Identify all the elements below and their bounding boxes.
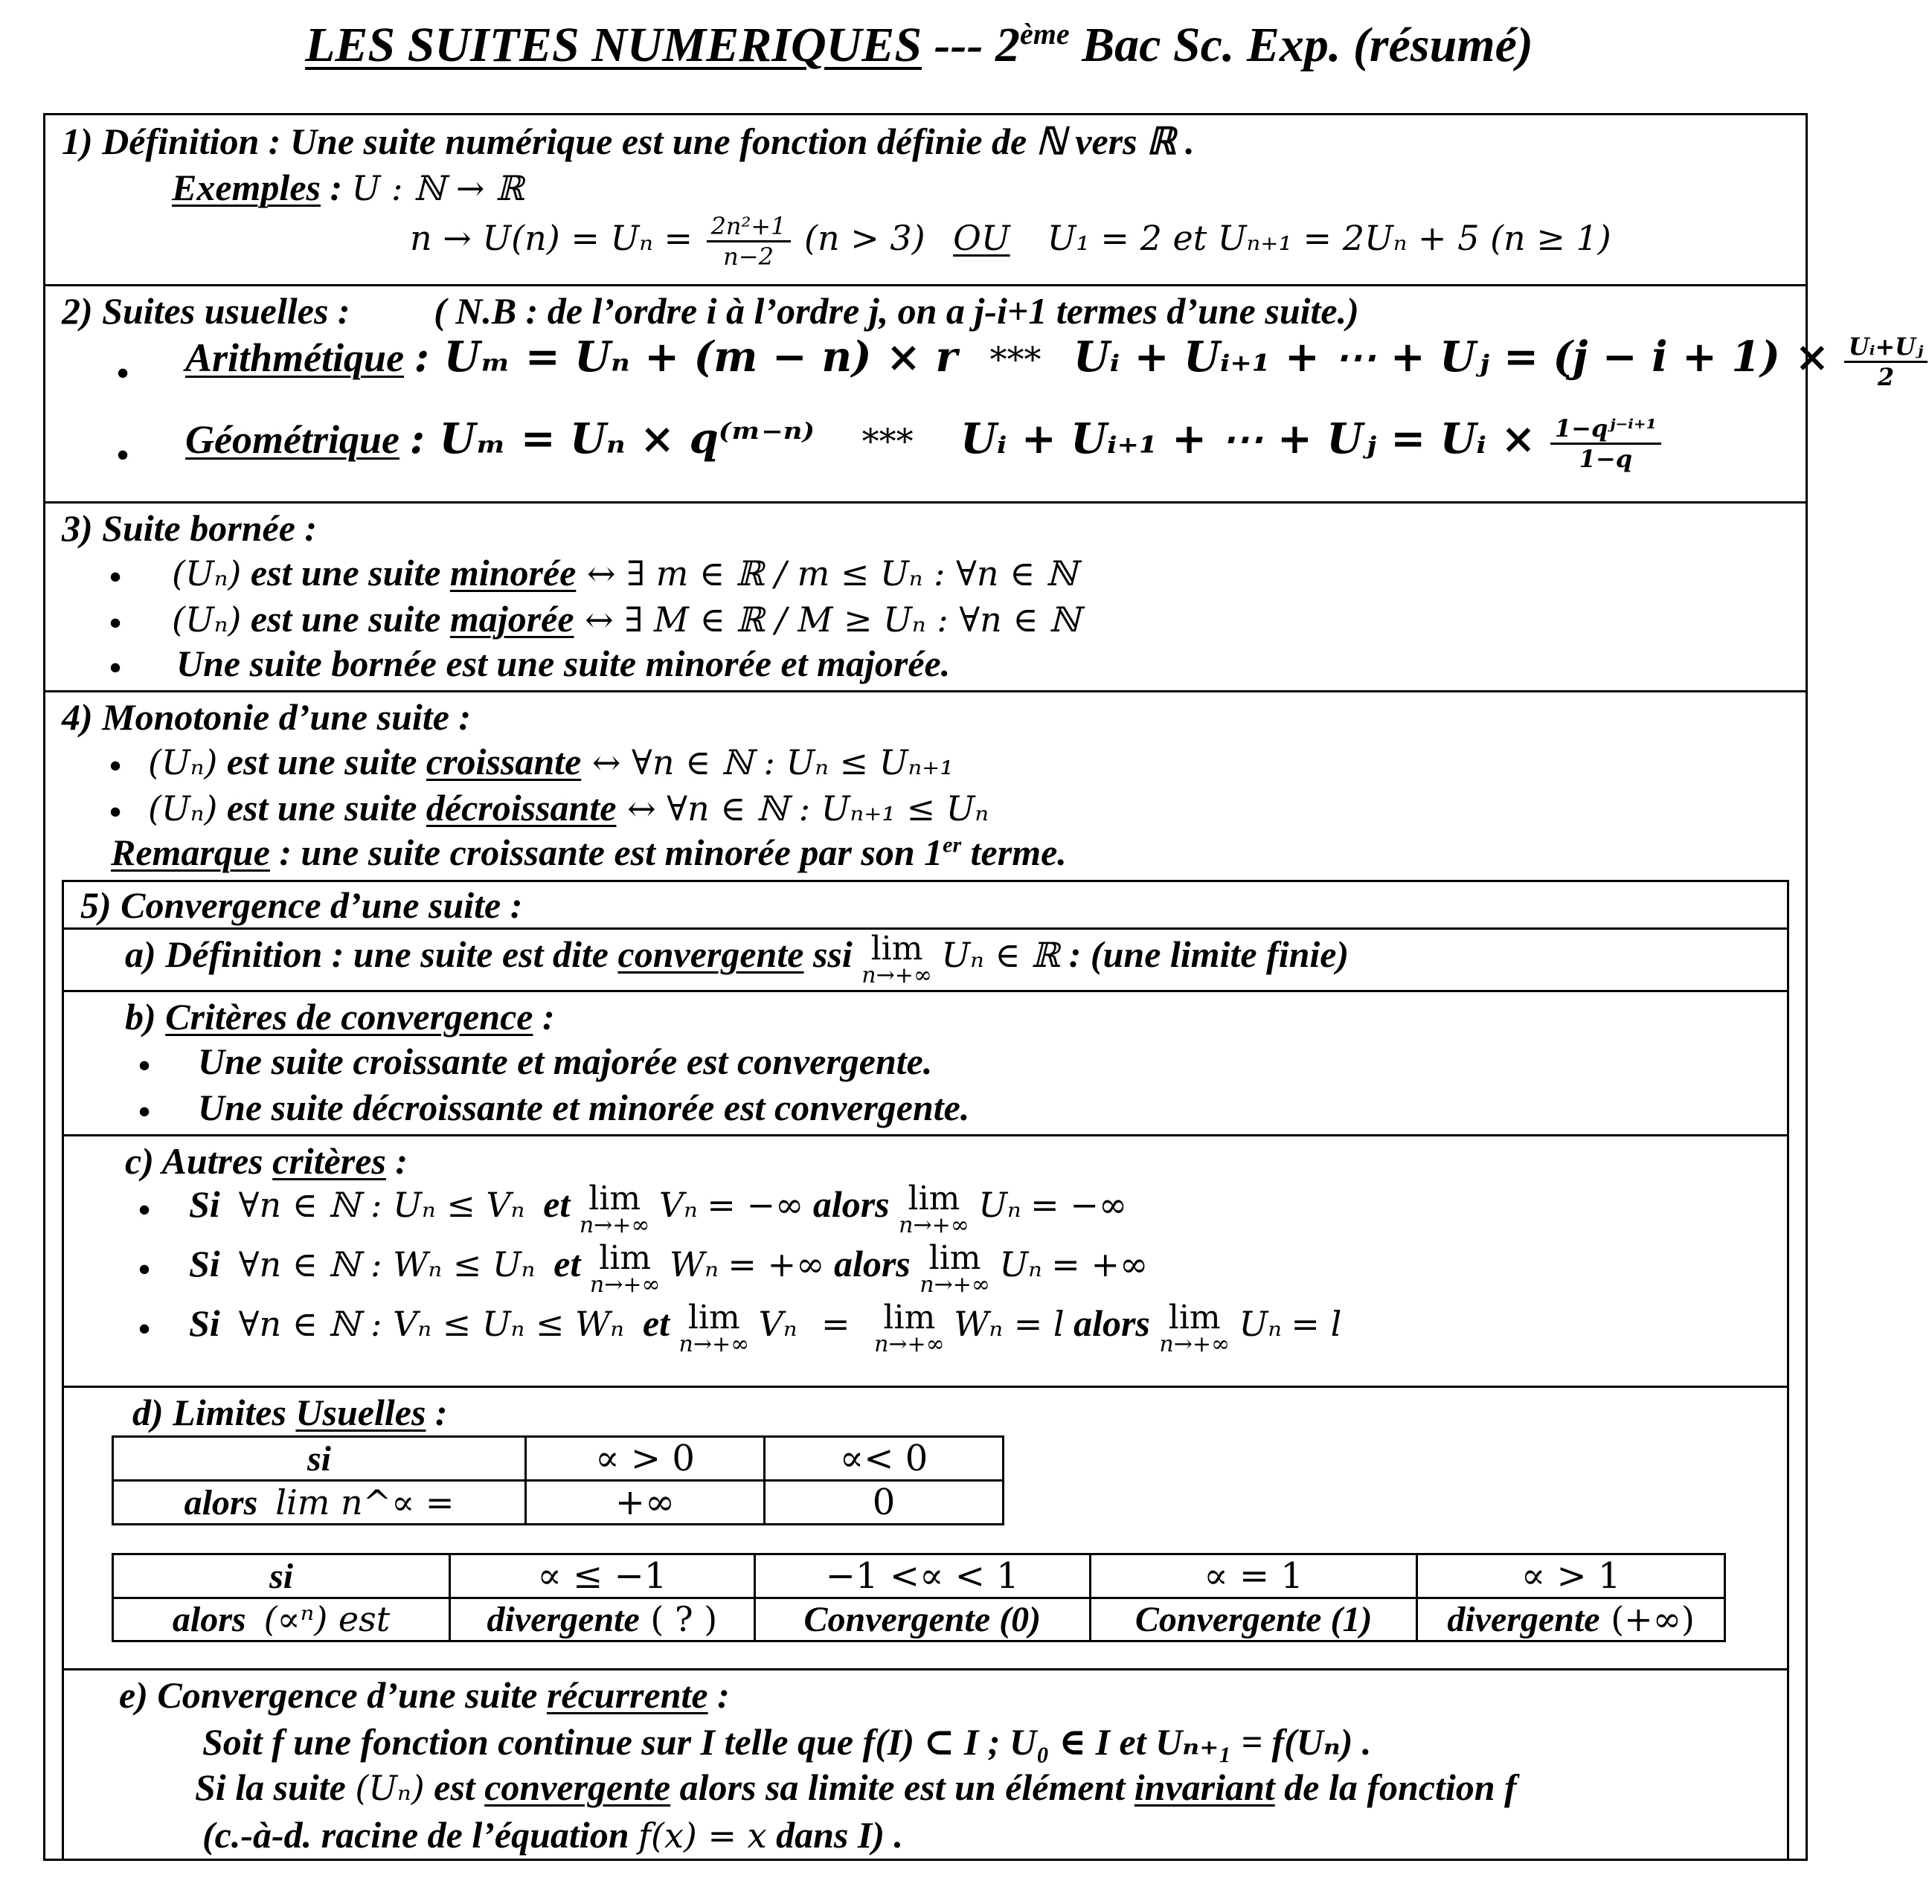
s3-b1-text: est une suite (241, 552, 450, 594)
conv-recurrent (64, 1670, 1787, 1862)
remark-label: Remarque (111, 832, 270, 873)
bullet-decroissante: • (109, 793, 122, 831)
bullet-croissante: • (109, 747, 122, 785)
geo-fraction-den: 1−q (1579, 445, 1633, 474)
t1-r2: 0 (765, 1481, 1004, 1525)
c2-lim2-sub: n→+∞ (920, 1272, 990, 1298)
c2-lim-text: lim (599, 1239, 652, 1277)
c1-lim-text: lim (588, 1180, 641, 1218)
title-main: LES SUITES NUMERIQUES (305, 18, 922, 72)
t2-r4-word: divergente (1447, 1600, 1600, 1639)
conv-b-colon: : (533, 996, 555, 1038)
example-fraction-num: 2n²+1 (707, 212, 791, 242)
c3-lim3-text: lim (1168, 1299, 1221, 1337)
s4-b1-math: ↔ ∀n ∈ ℕ : Uₙ ≤ Uₙ₊₁ (581, 742, 954, 782)
c1-et: et (543, 1183, 571, 1225)
conv-e-word: récurrente (546, 1674, 708, 1716)
table-row (113, 1598, 1725, 1641)
t1-h1: ∝ > 0 (526, 1437, 765, 1481)
t2-r4-note: (+∞) (1599, 1599, 1695, 1639)
conv-a-ssi: ssi (803, 933, 862, 975)
conv-usual-limits (64, 1388, 1787, 1670)
c2-cond: ∀n ∈ ℕ : Wₙ ≤ Uₙ (238, 1244, 536, 1284)
example-map-1: U : ℕ → ℝ (351, 168, 524, 208)
geo-label: Géométrique (185, 417, 399, 462)
s4-b1-text: est une suite (217, 741, 426, 782)
c3-res: = l (1291, 1304, 1342, 1344)
c2-et: et (553, 1243, 581, 1284)
arith-fraction-num: Uᵢ+Uⱼ (1844, 332, 1928, 363)
conv-e2-u: (Uₙ) (355, 1768, 425, 1808)
conv-e3-pre: (c.-à-d. racine de l’équation (202, 1814, 639, 1856)
s3-b1-math: ↔ ∃ m ∈ ℝ / m ≤ Uₙ : ∀n ∈ ℕ (576, 553, 1077, 594)
conv-a-math: Uₙ ∈ ℝ (941, 935, 1060, 975)
c2-lim-sub: n→+∞ (589, 1272, 661, 1298)
c3-lim2-sub: n→+∞ (874, 1331, 945, 1357)
c1-v: Vₙ (658, 1185, 698, 1225)
t2-h2: −1 <∝ < 1 (754, 1554, 1090, 1598)
c2-u: Uₙ (999, 1244, 1042, 1284)
bullet-crit-2: • (138, 1093, 151, 1130)
section-usual-sequences (45, 286, 1924, 504)
s5-heading: 5) Convergence d’une suite : (80, 884, 523, 926)
geo-stars: *** (861, 421, 914, 461)
conv-c-pre: c) Autres (125, 1140, 273, 1182)
t1-h2: ∝< 0 (765, 1437, 1004, 1481)
conv-c-word: critères (272, 1140, 386, 1182)
conv-d-pre: d) Limites (132, 1392, 296, 1433)
title-rest: Bac Sc. Exp. (résumé) (1069, 18, 1533, 72)
s3-b2-pre: (Uₙ) (172, 599, 242, 640)
s3-b2-text: est une suite (241, 598, 450, 640)
t1-r0 (113, 1481, 526, 1525)
conv-e1: Soit f une fonction continue sur I telle que f(I) ⊂ I ; U₀ ∈ I et Uₙ₊₁ = f(Uₙ) . (202, 1721, 1372, 1763)
conv-e2-mid2: alors sa limite est un élément (670, 1766, 1135, 1808)
c3-u: Uₙ (1239, 1304, 1282, 1344)
conv-e2-word: convergente (484, 1766, 671, 1808)
t2-r1-word: divergente (487, 1600, 640, 1639)
arith-sum: Uᵢ + Uᵢ₊₁ + ⋯ + Uⱼ = (j − i + 1) × (1073, 332, 1830, 382)
example-fraction (707, 212, 791, 271)
conv-b2: Une suite décroissante et minorée est convergente. (198, 1087, 970, 1128)
examples-colon: : (320, 167, 343, 208)
example-condition: (n > 3) (804, 217, 925, 258)
t1-r1: +∞ (526, 1481, 765, 1525)
conv-e3-end: dans I) . (766, 1814, 903, 1856)
s4-b2-word: décroissante (426, 787, 617, 829)
arith-formula: : Uₘ = Uₙ + (m − n) × r (414, 332, 957, 382)
s4-b2-pre: (Uₙ) (148, 788, 218, 829)
s4-b1-word: croissante (426, 741, 582, 782)
s4-b1-pre: (Uₙ) (148, 742, 218, 782)
c1-res: = −∞ (1030, 1185, 1128, 1225)
t2-r0 (113, 1598, 450, 1641)
t2-r4 (1417, 1598, 1725, 1641)
s3-heading: 3) Suite bornée : (62, 507, 318, 549)
conv-a-lim-text: lim (870, 930, 923, 968)
section-monotony (45, 692, 1806, 880)
conv-d-colon: : (426, 1392, 448, 1433)
c3-si: Si (189, 1302, 220, 1344)
examples-label: Exemples (172, 167, 321, 208)
t2-r0-label: alors (172, 1600, 246, 1639)
c3-lim (678, 1299, 750, 1357)
c3-lim-2 (874, 1299, 945, 1357)
conv-criteria (64, 992, 1787, 1136)
c1-lim-sub: n→+∞ (579, 1212, 650, 1238)
c3-et: et (642, 1302, 670, 1344)
bullet-other-2: • (138, 1250, 151, 1288)
c2-lim (589, 1239, 661, 1298)
s2-heading: 2) Suites usuelles : (62, 290, 350, 332)
c3-w: Wₙ = l (954, 1304, 1065, 1344)
conv-a-pre: a) Définition : une suite est dite (125, 933, 618, 975)
remark-sup: er (943, 832, 962, 858)
t2-h3: ∝ = 1 (1090, 1554, 1416, 1598)
conv-b-pre: b) (125, 996, 166, 1038)
c3-alors: alors (1073, 1302, 1150, 1344)
c2-lim-2 (920, 1239, 990, 1298)
bullet-bornee: • (109, 649, 122, 686)
c1-eq: = −∞ (707, 1185, 804, 1225)
section-bounded (45, 504, 1806, 692)
conv-a-lim-sub: n→+∞ (861, 962, 932, 988)
limits-table-geometric (112, 1553, 1726, 1642)
c2-si: Si (189, 1243, 220, 1284)
c1-cond: ∀n ∈ ℕ : Uₙ ≤ Vₙ (238, 1185, 525, 1225)
page-title (0, 16, 1838, 74)
conv-b1: Une suite croissante et majorée est convergente. (198, 1041, 933, 1082)
s3-b2-math: ↔ ∃ M ∈ ℝ / M ≥ Uₙ : ∀n ∈ ℕ (574, 599, 1081, 640)
arith-fraction (1844, 332, 1928, 391)
conv-a-word: convergente (617, 933, 804, 975)
bullet-other-3: • (138, 1310, 151, 1348)
conv-d-word: Usuelles (295, 1392, 426, 1433)
example-ou: OU (953, 217, 1010, 258)
remark-text: : une suite croissante est minorée par son 1 (269, 832, 943, 873)
c1-lim (579, 1180, 650, 1238)
t2-r1-note: ( ? ) (639, 1599, 718, 1639)
t2-h0: si (113, 1554, 450, 1598)
s3-b1-pre: (Uₙ) (172, 553, 242, 594)
table-row (113, 1554, 1725, 1598)
s3-b3: Une suite bornée est une suite minorée et majorée. (176, 643, 951, 684)
conv-b-word: Critères de convergence (165, 996, 533, 1038)
s1-heading: 1) Définition : (62, 120, 281, 162)
s3-b1-word: minorée (449, 552, 577, 594)
bullet-crit-1: • (138, 1046, 151, 1084)
c2-res: = +∞ (1051, 1244, 1149, 1284)
c1-lim2-text: lim (908, 1180, 960, 1218)
c3-lim2-text: lim (883, 1299, 936, 1337)
conv-other-criteria (64, 1136, 1787, 1388)
example-recurrence: U₁ = 2 et Uₙ₊₁ = 2Uₙ + 5 (n ≥ 1) (1047, 217, 1611, 258)
c2-eq: = +∞ (728, 1244, 825, 1284)
conv-e2-end: de la fonction f (1274, 1766, 1517, 1808)
s4-heading: 4) Monotonie d’une suite : (62, 696, 472, 738)
title-level-sup: ème (1019, 17, 1070, 51)
arith-label: Arithmétique (185, 335, 405, 380)
s1-text: Une suite numérique est une fonction définie de ℕ vers ℝ . (289, 120, 1195, 162)
geo-sum: Uᵢ + Uᵢ₊₁ + ⋯ + Uⱼ = Uᵢ × (960, 414, 1536, 463)
bullet-arith: • (117, 354, 129, 392)
limits-table-power (112, 1435, 1004, 1525)
conv-e-colon: : (707, 1674, 730, 1716)
s4-b2-math: ↔ ∀n ∈ ℕ : Uₙ₊₁ ≤ Uₙ (616, 788, 989, 829)
remark-end: terme. (961, 832, 1067, 873)
c3-lim-sub: n→+∞ (678, 1331, 750, 1357)
geo-fraction-num: 1−qʲ⁻ⁱ⁺¹ (1550, 414, 1661, 445)
t2-h4: ∝ > 1 (1417, 1554, 1725, 1598)
arith-stars: *** (989, 339, 1042, 379)
geo-formula: : Uₘ = Uₙ × q⁽ᵐ⁻ⁿ⁾ (409, 414, 815, 463)
conv-heading-row (64, 882, 1787, 930)
conv-c-colon: : (385, 1140, 408, 1182)
conv-e2-word2: invariant (1134, 1766, 1275, 1808)
bullet-minoree: • (109, 558, 122, 596)
c3-cond: ∀n ∈ ℕ : Vₙ ≤ Uₙ ≤ Wₙ (238, 1304, 624, 1344)
t1-h0: si (113, 1437, 526, 1481)
c3-lim-text: lim (687, 1299, 740, 1337)
table-row (113, 1437, 1004, 1481)
bullet-other-1: • (138, 1191, 151, 1229)
t2-h1: ∝ ≤ −1 (450, 1554, 755, 1598)
bullet-geo: • (117, 436, 129, 474)
c2-alors: alors (833, 1243, 911, 1284)
conv-definition (64, 930, 1787, 992)
c3-eq: = (821, 1304, 850, 1344)
t2-r2: Convergente (0) (754, 1598, 1090, 1641)
t2-r1 (450, 1598, 755, 1641)
t1-r0-label: alors (184, 1482, 258, 1522)
conv-a-end: : (une limite finie) (1059, 933, 1349, 975)
section-definition (45, 115, 1806, 286)
s2-nb: ( N.B : de l’ordre i à l’ordre j, on a j-i+1 termes d’une suite.) (434, 290, 1359, 332)
example-map-2: n → U(n) = Uₙ = (410, 217, 693, 258)
bullet-majoree: • (109, 604, 122, 642)
table-row (113, 1481, 1004, 1525)
conv-a-lim (861, 930, 932, 988)
conv-e-pre: e) Convergence d’une suite (119, 1674, 547, 1716)
t2-r0-math: (∝ⁿ) est (263, 1599, 391, 1639)
c3-lim3-sub: n→+∞ (1159, 1331, 1230, 1357)
c2-lim2-text: lim (928, 1239, 981, 1277)
c2-v: Wₙ (669, 1244, 719, 1284)
s3-b2-word: majorée (449, 598, 574, 640)
section-convergence (62, 880, 1789, 1860)
example-fraction-den: n−2 (723, 242, 774, 271)
c1-lim2-sub: n→+∞ (899, 1212, 969, 1238)
conv-e2-mid: est (424, 1766, 485, 1808)
summary-frame (43, 113, 1924, 1861)
c1-lim-2 (899, 1180, 969, 1238)
t2-r3: Convergente (1) (1090, 1598, 1416, 1641)
arith-fraction-den: 2 (1877, 363, 1895, 392)
title-level: 2 (995, 18, 1020, 72)
conv-e2-pre: Si la suite (195, 1766, 356, 1808)
c1-si: Si (189, 1183, 220, 1225)
conv-e3-math: f(x) = x (638, 1815, 767, 1856)
c3-v: Vₙ (758, 1304, 797, 1344)
s4-b2-text: est une suite (217, 787, 426, 829)
c3-lim-3 (1159, 1299, 1230, 1357)
c1-u: Uₙ (978, 1185, 1021, 1225)
title-sep: --- (922, 18, 995, 72)
c1-alors: alors (812, 1183, 890, 1225)
geo-fraction (1550, 414, 1661, 473)
t1-r0-math: lim n^∝ = (275, 1482, 455, 1522)
